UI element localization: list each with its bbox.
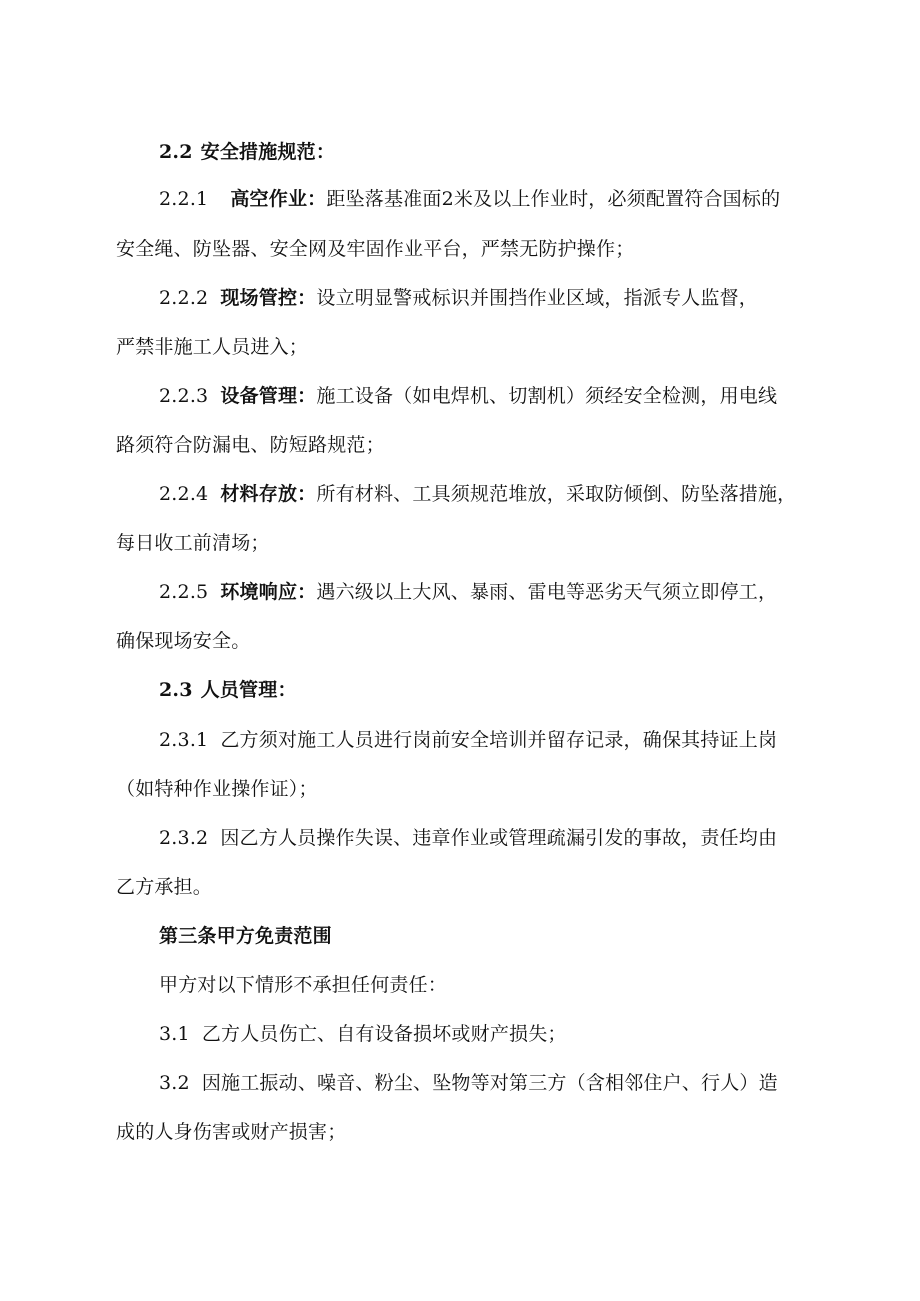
clause-text: 确保现场安全。 [116, 630, 251, 652]
clause-text: 每日收工前清场； [116, 532, 270, 554]
clause-number: 2.2.4 [159, 483, 209, 505]
article-title: 第三条甲方免责范围 [159, 925, 332, 947]
clause-number: 2.2.5 [159, 581, 209, 603]
clause-2-2-3 [159, 384, 777, 408]
clause-text: 乙方承担。 [116, 876, 213, 898]
section-2-3-heading [159, 678, 297, 702]
section-number: 2.3 [159, 679, 193, 701]
clause-title: 设备管理： [220, 385, 317, 407]
clause-2-2-4 [159, 482, 796, 506]
clause-text: （如特种作业操作证）； [116, 778, 318, 800]
clause-number: 2.2.2 [159, 287, 209, 309]
article-3-intro [159, 973, 447, 997]
clause-3-1 [159, 1022, 567, 1046]
clause-3-2-continuation [116, 1120, 346, 1144]
clause-2-2-1-continuation [116, 237, 634, 261]
clause-text: 严禁非施工人员进入； [116, 336, 309, 358]
clause-2-3-2-continuation [116, 875, 212, 899]
section-title: 人员管理： [200, 679, 297, 701]
clause-number: 2.2.3 [159, 385, 209, 407]
intro-text: 甲方对以下情形不承担任何责任： [159, 974, 448, 996]
clause-text: 施工设备（如电焊机、切割机）须经安全检测，用电线 [316, 385, 778, 407]
clause-2-2-1 [159, 187, 780, 211]
clause-2-2-4-continuation [116, 531, 270, 555]
clause-text: 成的人身伤害或财产损害； [116, 1121, 347, 1143]
clause-text: 因乙方人员操作失误、违章作业或管理疏漏引发的事故，责任均由 [220, 827, 778, 849]
clause-2-3-2 [159, 826, 777, 850]
section-title: 安全措施规范： [200, 141, 336, 163]
section-2-2-heading [159, 140, 335, 164]
section-number: 2.2 [159, 141, 193, 163]
clause-text: 安全绳、防坠器、安全网及牢固作业平台，严禁无防护操作； [116, 238, 635, 260]
clause-2-2-3-continuation [116, 433, 385, 457]
clause-2-2-5-continuation [116, 629, 250, 653]
clause-title: 材料存放： [220, 483, 317, 505]
clause-number: 2.2.1 [159, 188, 209, 210]
clause-text: 因施工振动、噪音、粉尘、坠物等对第三方（含相邻住户、行人）造 [201, 1072, 778, 1094]
clause-2-2-2-continuation [116, 335, 308, 359]
clause-text: 遇六级以上大风、暴雨、雷电等恶劣天气须立即停工， [316, 581, 778, 603]
clause-text: 设立明显警戒标识并围挡作业区域，指派专人监督， [316, 287, 758, 309]
clause-number: 3.1 [159, 1023, 190, 1045]
clause-number: 2.3.1 [159, 729, 209, 751]
clause-text: 距坠落基准面2米及以上作业时，必须配置符合国标的 [326, 188, 781, 210]
clause-3-2 [159, 1071, 778, 1095]
clause-number: 3.2 [159, 1072, 190, 1094]
clause-title: 环境响应： [220, 581, 317, 603]
clause-title: 现场管控： [220, 287, 317, 309]
clause-2-2-2 [159, 286, 758, 310]
clause-2-2-5 [159, 580, 777, 604]
clause-text: 路须符合防漏电、防短路规范； [116, 434, 385, 456]
clause-2-3-1-continuation [116, 777, 318, 801]
clause-title: 高空作业： [230, 188, 327, 210]
article-3-heading [159, 924, 332, 948]
clause-text: 所有材料、工具须规范堆放，采取防倾倒、防坠落措施， [316, 483, 797, 505]
clause-2-3-1 [159, 728, 777, 752]
clause-text: 乙方须对施工人员进行岗前安全培训并留存记录，确保其持证上岗 [220, 729, 778, 751]
clause-text: 乙方人员伤亡、自有设备损坏或财产损失； [201, 1023, 567, 1045]
clause-number: 2.3.2 [159, 827, 209, 849]
